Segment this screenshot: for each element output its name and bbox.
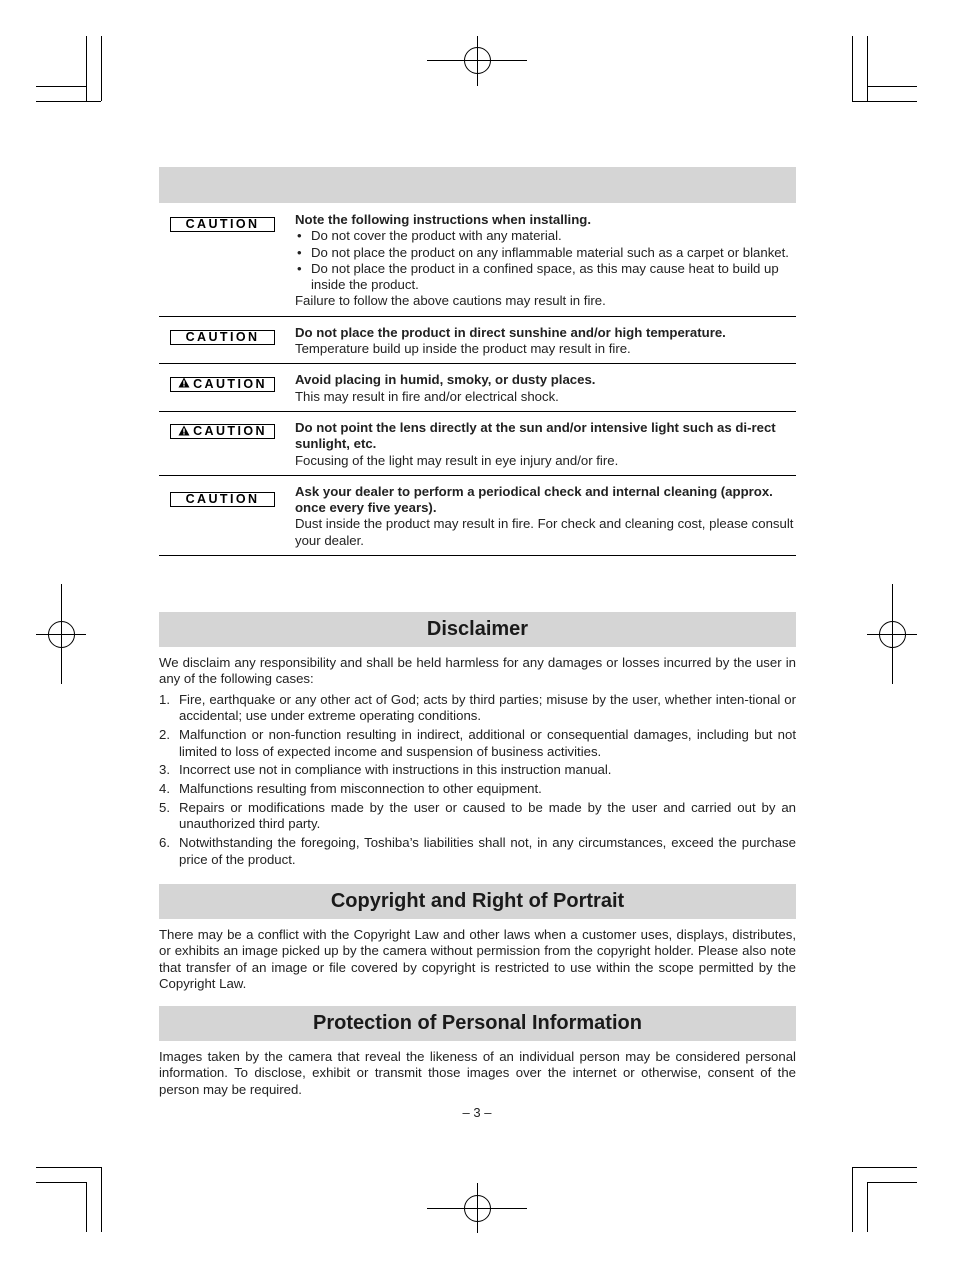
copyright-text: There may be a conflict with the Copyright Law and other laws when a customer uses, displays, distributes, or exhibits an image picked up by the camera without permission from the copyright holder. Please also note that transfer of an image or file covered by copyright is restricted to use within the scope permitted by the Copyright Law.	[159, 927, 796, 992]
list-item: • Do not place the product in a confined space, as this may cause heat to build up inside the product.	[295, 261, 796, 294]
caution-heading: Ask your dealer to perform a periodical check and internal cleaning (approx. once every five years).	[295, 483, 773, 516]
caution-heading: Avoid placing in humid, smoky, or dusty places.	[295, 372, 596, 388]
caution-heading: Note the following instructions when installing.	[295, 212, 591, 227]
caution-row	[159, 317, 796, 365]
section-title-privacy: Protection of Personal Information	[159, 1006, 796, 1041]
list-item: 5. Repairs or modifications made by the user or caused to be made by the user and carried out by an unauthorized third party.	[159, 800, 796, 832]
list-item: 3. Incorrect use not in compliance with instructions in this instruction manual.	[159, 762, 612, 778]
caution-row	[159, 364, 796, 412]
section-title-copyright: Copyright and Right of Portrait	[159, 884, 796, 919]
list-item: 4. Malfunctions resulting from misconnection to other equipment.	[159, 781, 542, 797]
caution-row	[159, 203, 796, 317]
caution-badge: CAUTION	[170, 492, 275, 507]
caution-heading: Do not place the product in direct sunshine and/or high temperature.	[295, 324, 726, 340]
caution-badge: CAUTION	[170, 424, 275, 439]
caution-body: This may result in fire and/or electrical shock.	[295, 388, 559, 404]
caution-heading: Do not point the lens directly at the sun and/or intensive light such as di-rect sunlight, etc.	[295, 419, 776, 452]
caution-body: Focusing of the light may result in eye injury and/or fire.	[295, 452, 619, 468]
section-title-disclaimer: Disclaimer	[159, 612, 796, 647]
caution-table	[159, 203, 796, 556]
disclaimer-list	[159, 692, 796, 870]
caution-badge: CAUTION	[170, 377, 275, 392]
caution-body: Temperature build up inside the product may result in fire.	[295, 341, 631, 357]
warning-triangle-icon	[178, 377, 190, 391]
section-header-band	[159, 167, 796, 203]
privacy-text: Images taken by the camera that reveal the likeness of an individual person may be considered personal information. To disclose, exhibit or transmit those images over the internet or otherwise, consent of the person may be required.	[159, 1049, 796, 1097]
list-item: • Do not cover the product with any material.	[295, 228, 796, 244]
list-item: 2. Malfunction or non-function resulting in indirect, additional or consequential damages, including but not limited to loss of expected income and suspension of business activities.	[159, 727, 796, 759]
list-item: 6. Notwithstanding the foregoing, Toshiba’s liabilities shall not, in any circumstances, exceed the purchase price of the product.	[159, 835, 796, 867]
list-item: • Do not place the product on any inflammable material such as a carpet or blanket.	[295, 245, 796, 261]
caution-badge: CAUTION	[170, 330, 275, 345]
caution-row	[159, 412, 796, 476]
page-number: – 3 –	[462, 1105, 492, 1120]
disclaimer-intro: We disclaim any responsibility and shall be held harmless for any damages or losses incurred by the user in any of the following cases:	[159, 655, 796, 687]
list-item: 1. Fire, earthquake or any other act of God; acts by third parties; misuse by the user, whether inten-tional or accidental; use under extreme operating conditions.	[159, 692, 796, 724]
warning-triangle-icon	[178, 425, 190, 439]
caution-row	[159, 476, 796, 556]
caution-body: Failure to follow the above cautions may result in fire.	[295, 293, 606, 309]
caution-body: Dust inside the product may result in fire. For check and cleaning cost, please consult your dealer.	[295, 516, 794, 548]
caution-bullet-list	[295, 228, 796, 293]
caution-badge: CAUTION	[170, 217, 275, 232]
